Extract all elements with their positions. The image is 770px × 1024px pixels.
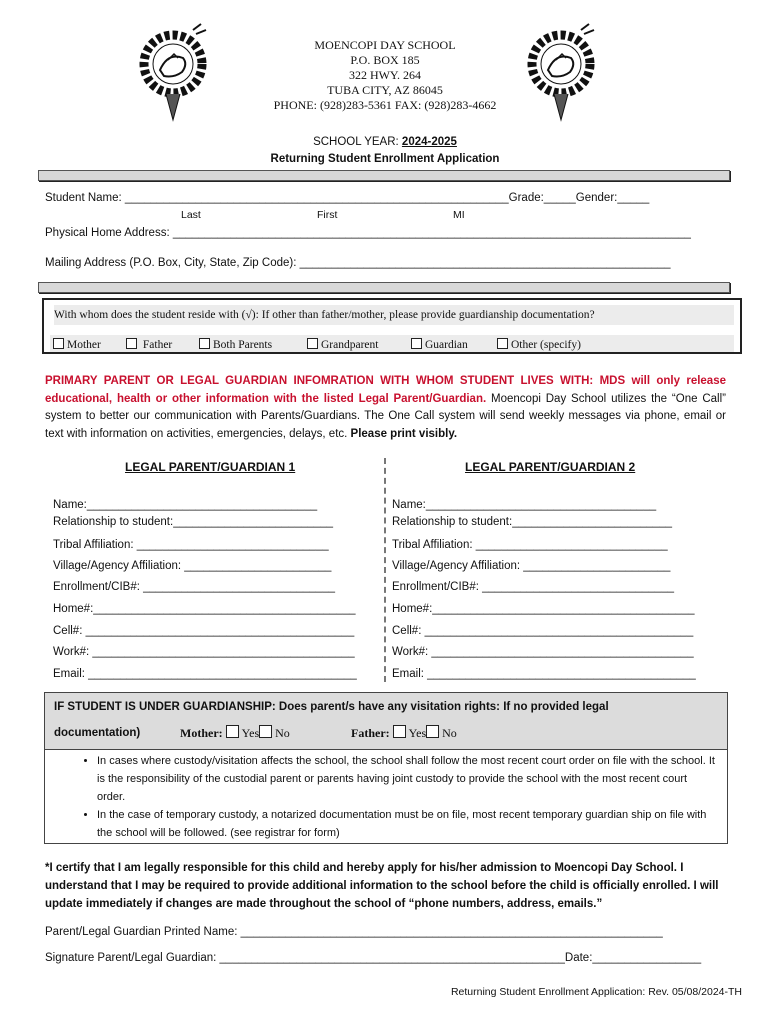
- guardianship-header: [45, 693, 727, 750]
- g2-email[interactable]: Email: __________________________________________: [392, 668, 696, 680]
- g1-relationship[interactable]: Relationship to student:_________________________: [53, 516, 334, 528]
- street-address: 322 HWY. 264: [348, 68, 422, 82]
- checkbox-icon[interactable]: [411, 338, 422, 349]
- sub-label-last: Last: [181, 209, 201, 221]
- po-box: P.O. BOX 185: [350, 53, 420, 67]
- guardian2-title: LEGAL PARENT/GUARDIAN 2: [465, 460, 636, 474]
- divider-bar: [38, 170, 730, 181]
- option-guardian[interactable]: Guardian: [411, 338, 468, 351]
- checkbox-icon[interactable]: [126, 338, 137, 349]
- g1-enrollment[interactable]: Enrollment/CIB#: ______________________________: [53, 581, 335, 593]
- father-visitation: Father: Yes No: [351, 726, 457, 740]
- g2-enrollment[interactable]: Enrollment/CIB#: ______________________________: [392, 581, 674, 593]
- column-divider: [384, 458, 386, 682]
- guardianship-box: [44, 692, 728, 844]
- phone-fax: PHONE: (928)283-5361 FAX: (928)283-4662: [273, 98, 497, 112]
- checkbox-icon[interactable]: [497, 338, 508, 349]
- g1-cell[interactable]: Cell#: __________________________________________: [53, 625, 355, 637]
- g2-relationship[interactable]: Relationship to student:_________________________: [392, 516, 673, 528]
- reside-options: [50, 335, 734, 352]
- guardian1-title: LEGAL PARENT/GUARDIAN 1: [125, 460, 296, 474]
- g2-tribal[interactable]: Tribal Affiliation: ______________________________: [392, 539, 668, 551]
- form-title: Returning Student Enrollment Application: [270, 153, 500, 165]
- school-name: MOENCOPI DAY SCHOOL: [314, 38, 456, 52]
- g1-home[interactable]: Home#:_________________________________________: [53, 603, 356, 615]
- g2-cell[interactable]: Cell#: __________________________________________: [392, 625, 694, 637]
- certification-text: *I certify that I am legally responsible for this child and hereby apply for his/her admission to Moencopi Day School. I understand that I may be required to provide additional information to the school before the child is officially enrolled. I will update immediately if changes are made throughout the school of “phone numbers, address, emails.”: [45, 862, 719, 910]
- g2-name[interactable]: Name:____________________________________: [392, 499, 657, 511]
- g1-work[interactable]: Work#: _________________________________________: [53, 646, 355, 658]
- divider-bar: [38, 282, 730, 293]
- option-mother[interactable]: Mother: [53, 338, 101, 351]
- guardianship-heading: IF STUDENT IS UNDER GUARDIANSHIP: Does parent/s have any visitation rights: If no provided legal: [54, 701, 609, 713]
- g2-home[interactable]: Home#:_________________________________________: [392, 603, 695, 615]
- option-father[interactable]: Father: [126, 338, 172, 351]
- custody-note: • In cases where custody/visitation affects the school, the school shall follow the most recent court order on file with the school. It is the responsibility of the custodial parent or parents having joint custody to provide the school with the most recent court order.: [97, 752, 717, 806]
- checkbox-icon[interactable]: [259, 725, 272, 738]
- g2-village[interactable]: Village/Agency Affiliation: _______________________: [392, 560, 671, 572]
- option-other[interactable]: Other (specify): [497, 338, 581, 351]
- student-name-line[interactable]: Student Name: ____________________________________________________________Grade:_____Gender:_____: [45, 192, 650, 204]
- sub-label-mi: MI: [453, 209, 465, 221]
- physical-address-line[interactable]: Physical Home Address: _________________________________________________________________________________: [45, 227, 691, 239]
- g1-email[interactable]: Email: __________________________________________: [53, 668, 357, 680]
- mailing-address-line[interactable]: Mailing Address (P.O. Box, City, State, Zip Code): __________________________________________________________: [45, 257, 671, 269]
- checkbox-icon[interactable]: [226, 725, 239, 738]
- option-grandparent[interactable]: Grandparent: [307, 338, 378, 351]
- checkbox-icon[interactable]: [426, 725, 439, 738]
- temporary-custody-note: • In the case of temporary custody, a notarized documentation must be on file, most recent temporary guardian ship on file with the school will be followed. (see registrar for form): [97, 806, 717, 842]
- primary-guardian-notice: PRIMARY PARENT OR LEGAL GUARDIAN INFOMRATION WITH WHOM STUDENT LIVES WITH: MDS will only release educational, health or other information with the listed Legal Parent/Guardian. Moencopi Day School utilizes the “One Call” system to better our communication with Parents/Guardians. The One Call system will send weekly messages via phone, email or text with information on activities, emergencies, delays, etc. Please print visibly.: [45, 375, 726, 440]
- g1-name[interactable]: Name:____________________________________: [53, 499, 318, 511]
- revision-footer: Returning Student Enrollment Application: Rev. 05/08/2024-TH: [450, 986, 742, 998]
- sub-label-first: First: [317, 209, 338, 221]
- checkbox-icon[interactable]: [393, 725, 406, 738]
- city-state-zip: TUBA CITY, AZ 86045: [327, 83, 443, 97]
- checkbox-icon[interactable]: [53, 338, 64, 349]
- checkbox-icon[interactable]: [199, 338, 210, 349]
- mother-visitation: Mother: Yes No: [180, 726, 290, 740]
- school-year: SCHOOL YEAR: 2024-2025: [313, 136, 457, 148]
- signature-line[interactable]: Signature Parent/Legal Guardian: ______________________________________________________Date:_________________: [45, 952, 702, 964]
- g1-village[interactable]: Village/Agency Affiliation: _______________________: [53, 560, 332, 572]
- guardianship-notes: [45, 752, 717, 842]
- g1-tribal[interactable]: Tribal Affiliation: ______________________________: [53, 539, 329, 551]
- reside-question: With whom does the student reside with (√): If other than father/mother, please provide guardianship documentation?: [54, 305, 734, 325]
- printed-name-line[interactable]: Parent/Legal Guardian Printed Name: __________________________________________________________________: [45, 926, 663, 938]
- reside-box: [42, 298, 742, 354]
- g2-work[interactable]: Work#: _________________________________________: [392, 646, 694, 658]
- guardianship-heading-2: documentation): [54, 727, 141, 739]
- checkbox-icon[interactable]: [307, 338, 318, 349]
- option-both-parents[interactable]: Both Parents: [199, 338, 272, 351]
